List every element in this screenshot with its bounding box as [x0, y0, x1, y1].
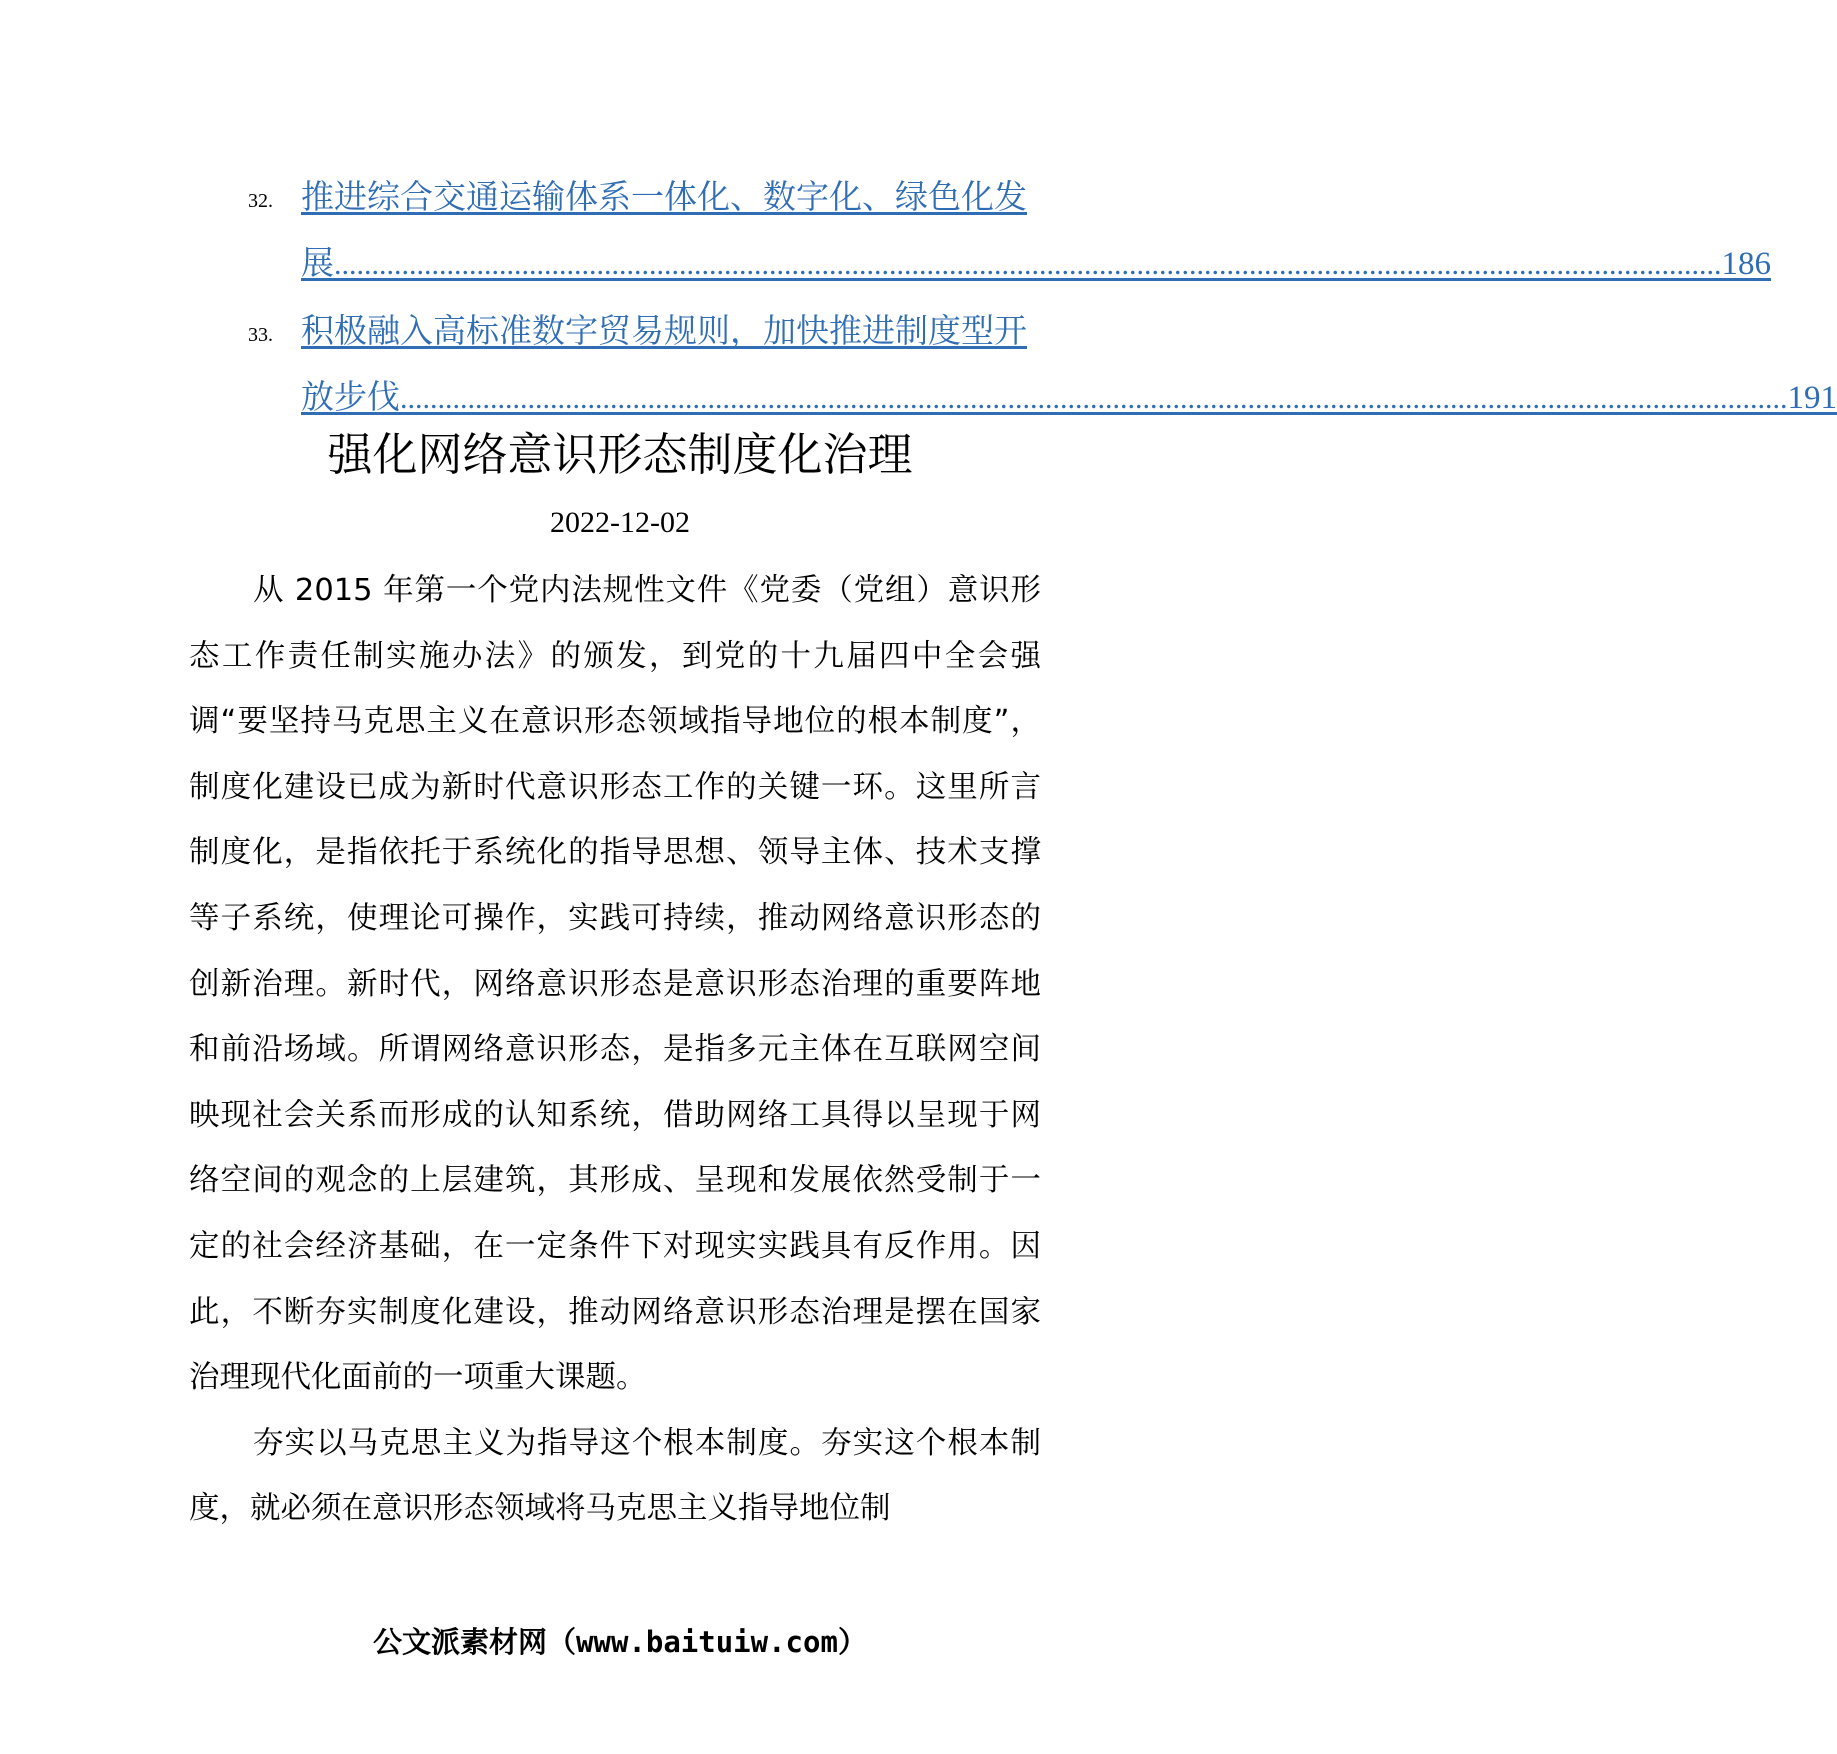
- body-paragraph: 从 2015 年第一个党内法规性文件《党委（党组）意识形态工作责任制实施办法》的颁发，到党的十九届四中全会强调“要坚持马克思主义在意识形态领域指导地位的根本制度”，制度化建设已成为新时代意识形态工作的关键一环。这里所言制度化，是指依托于系统化的指导思想、领导主体、技术支撑等子系统，使理论可操作，实践可持续，推动网络意识形态的创新治理。新时代，网络意识形态是意识形态治理的重要阵地和前沿场域。所谓网络意识形态，是指多元主体在互联网空间映现社会关系而形成的认知系统，借助网络工具得以呈现于网络空间的观念的上层建筑，其形成、呈现和发展依然受制于一定的社会经济基础，在一定条件下对现实实践具有反作用。因此，不断夯实制度化建设，推动网络意识形态治理是摆在国家治理现代化面前的一项重大课题。: [189, 573, 1041, 1396]
- toc-entry: [248, 298, 1837, 432]
- toc-page-number: 186: [1721, 246, 1771, 282]
- footer-url: www.baituiw.com: [576, 1625, 838, 1659]
- toc-title-line1: 积极融入高标准数字贸易规则，加快推进制度型开: [301, 311, 1027, 350]
- article-date: 2022-12-02: [550, 506, 690, 539]
- footer-open-paren: （: [547, 1625, 577, 1659]
- toc-leader-dots: .........................................................................................................................................................................................: [400, 382, 1788, 415]
- toc-link[interactable]: [301, 164, 1771, 298]
- toc-entry-number: 32.: [248, 190, 273, 212]
- footer-site-name: 公文派素材网: [373, 1625, 548, 1659]
- toc-leader-dots: .........................................................................................................................................................................................: [334, 248, 1722, 281]
- toc-entry: [248, 164, 1771, 298]
- toc-title-tail: 展: [301, 243, 334, 282]
- article-title: 强化网络意识形态制度化治理: [327, 428, 913, 481]
- toc-link[interactable]: [301, 298, 1837, 432]
- toc-title-line1: 推进综合交通运输体系一体化、数字化、绿色化发: [301, 177, 1027, 216]
- toc-title-line2: [301, 364, 1837, 432]
- toc-entry-number: 33.: [248, 324, 273, 346]
- footer-close-paren: ）: [837, 1625, 867, 1659]
- toc-title-line2: [301, 230, 1771, 298]
- body-paragraph: 夯实以马克思主义为指导这个根本制度。夯实这个根本制度，就必须在意识形态领域将马克思主义指导地位制: [189, 1425, 1041, 1527]
- toc-title-tail: 放步伐: [301, 377, 400, 416]
- table-of-contents: [248, 164, 1837, 432]
- toc-page-number: 191: [1787, 380, 1837, 416]
- page-footer: [0, 1622, 1240, 1662]
- article-body: [189, 558, 1041, 1542]
